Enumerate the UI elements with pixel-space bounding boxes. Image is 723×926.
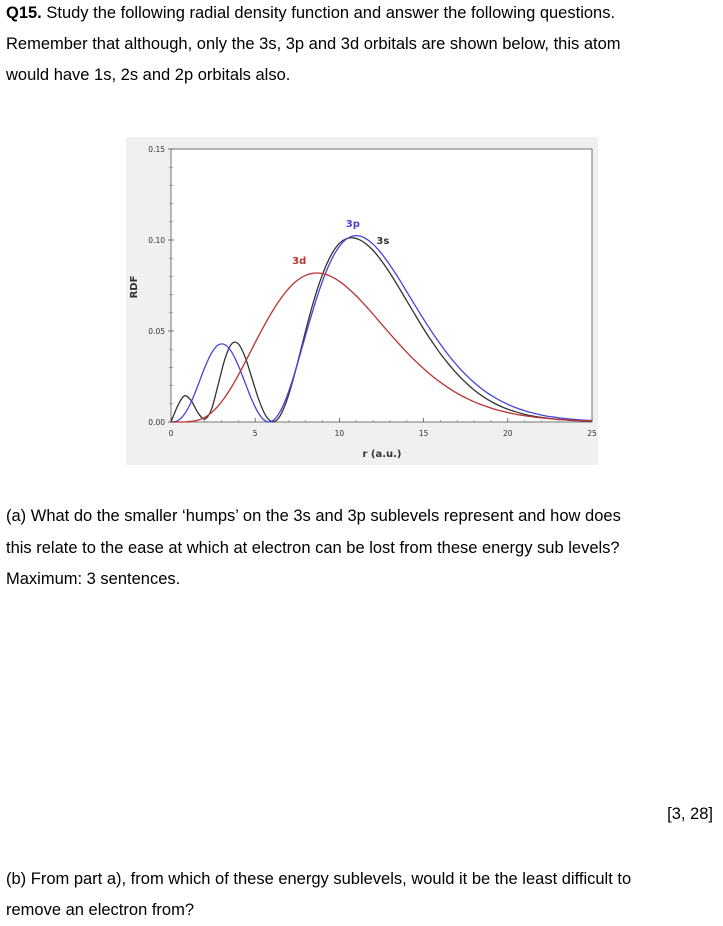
question-line-2: Remember that although, only the 3s, 3p and 3d orbitals are shown below, this atom [6,35,621,53]
part-b-line-1: (b) From part a), from which of these energy sublevels, would it be the least difficult to [6,870,632,888]
part-a-marks: [3, 28] [667,805,713,823]
y-tick-label: 0.05 [148,327,165,336]
question-line-3: would have 1s, 2s and 2p orbitals also. [6,66,291,84]
x-tick-label: 5 [252,429,258,438]
y-tick-label: 0.00 [148,418,165,427]
series-label-3d: 3d [292,256,307,268]
series-label-3s: 3s [376,235,390,247]
part-a-line-1: (a) What do the smaller ‘humps’ on the 3s and 3p sublevels represent and how does [6,507,621,525]
radial-density-chart [126,137,598,465]
x-tick-label: 0 [168,429,174,438]
part-a-line-2: this relate to the ease at which at electron can be lost from these energy sub levels? [6,539,620,557]
x-tick-label: 15 [418,429,429,438]
x-tick-label: 10 [334,429,345,438]
chart-svg [126,137,598,465]
x-tick-label: 25 [587,429,597,438]
x-axis-title: r (a.u.) [362,449,402,460]
question-intro: Study the following radial density function and answer the following questions. [41,4,616,22]
y-tick-label: 0.10 [148,236,165,245]
y-axis-title: RDF [129,275,140,299]
plot-area [171,149,592,422]
y-tick-label: 0.15 [148,145,165,154]
series-label-3p: 3p [345,218,360,230]
question-line-1 [6,0,615,29]
question-number: Q15. [6,4,42,22]
part-b-line-2: remove an electron from? [6,901,195,919]
part-a-line-3: Maximum: 3 sentences. [6,570,181,588]
x-tick-label: 20 [503,429,513,438]
